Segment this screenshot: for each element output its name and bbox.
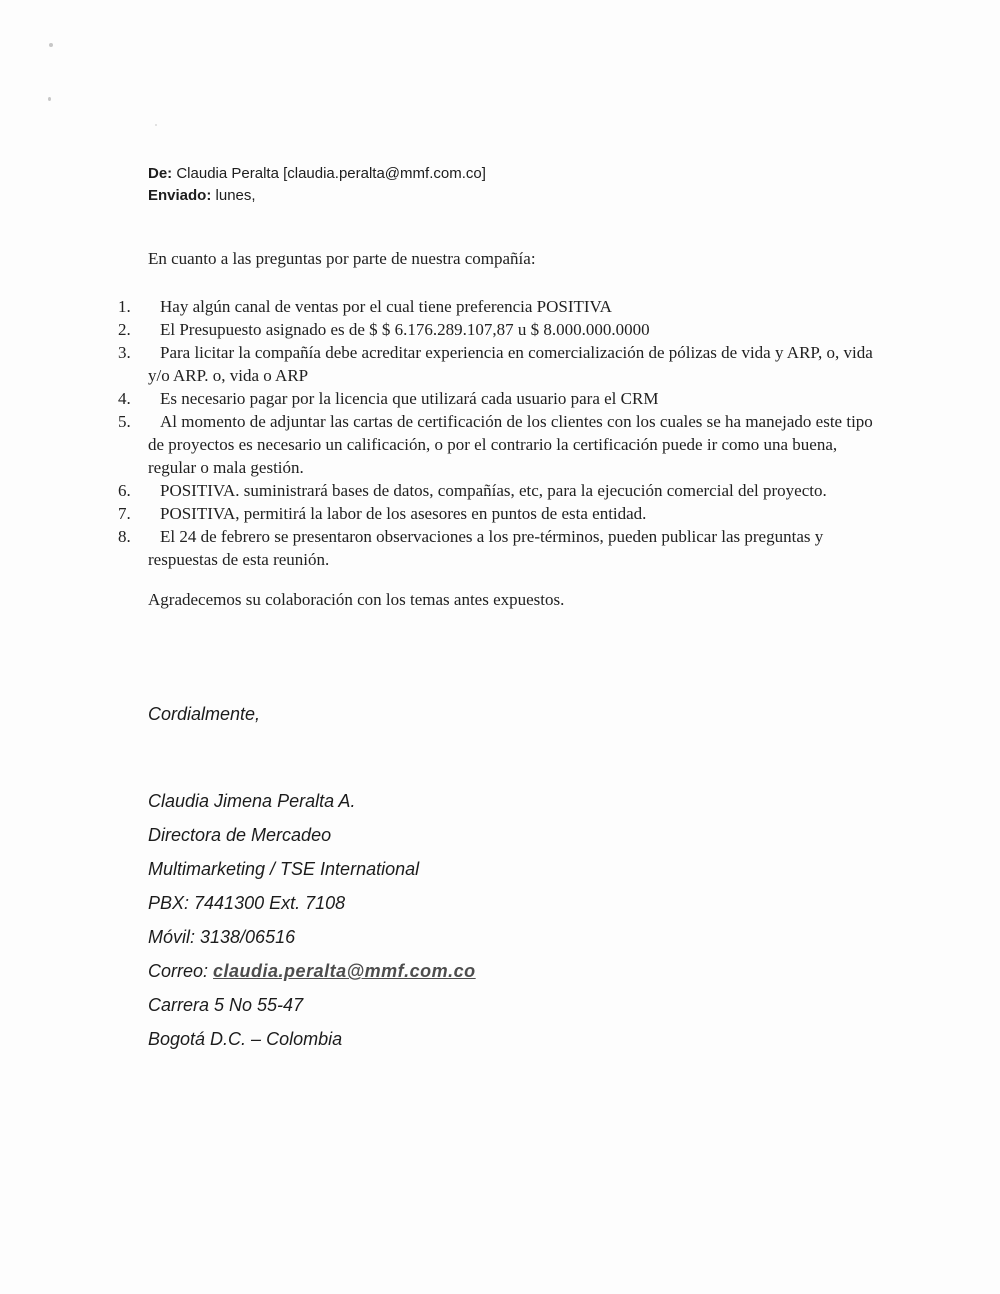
list-item-number: 7. [118, 504, 131, 523]
list-item-number: 4. [118, 389, 131, 408]
list-item-number: 2. [118, 320, 131, 339]
intro-paragraph: En cuanto a las preguntas por parte de nuestra compañía: [148, 249, 536, 268]
from-value: Claudia Peralta [claudia.peralta@mmf.com.co] [176, 165, 486, 182]
signature-correo-line [148, 960, 883, 983]
signature-mobile: Móvil: 3138/06516 [148, 927, 296, 947]
correo-label: Correo: [148, 961, 214, 981]
list-item-text: POSITIVA, permitirá la labor de los asesores en puntos de esta entidad. [160, 504, 647, 523]
sent-label: Enviado: [148, 187, 212, 204]
list-item-text: Hay algún canal de ventas por el cual tiene preferencia POSITIVA [160, 297, 612, 316]
list-item [118, 410, 883, 479]
signature-company: Multimarketing / TSE International [148, 859, 420, 879]
letter-content [118, 0, 883, 1062]
list-item [118, 318, 883, 341]
question-list [118, 295, 883, 571]
list-item [118, 502, 883, 525]
scan-speck [48, 97, 51, 101]
farewell-text: Cordialmente, [148, 704, 261, 724]
list-item-number: 3. [118, 343, 131, 362]
closing-paragraph: Agradecemos su colaboración con los temas antes expuestos. [148, 590, 565, 609]
list-item-number: 8. [118, 527, 131, 546]
list-item [118, 341, 883, 387]
list-item [118, 525, 883, 571]
email-link: claudia.peralta@mmf.com.co [213, 961, 476, 981]
signature-name: Claudia Jimena Peralta A. [148, 791, 356, 811]
list-item-number: 1. [118, 297, 131, 316]
signature-pbx: PBX: 7441300 Ext. 7108 [148, 893, 346, 913]
list-item-text: El Presupuesto asignado es de $ $ 6.176.289.107,87 u $ 8.000.000.0000 [160, 320, 650, 339]
email-header-sent-line [148, 185, 883, 207]
signature-block [148, 790, 883, 1051]
list-item-text: Al momento de adjuntar las cartas de certificación de los clientes con los cuales se ha manejado este tipo de proyectos es necesario un calificación, o por el contrario la certificación puede ir como una buena, regular o mala gestión. [148, 412, 873, 477]
email-header [148, 163, 883, 207]
list-item-text: POSITIVA. suministrará bases de datos, compañías, etc, para la ejecución comercial del proyecto. [160, 481, 827, 500]
list-item-number: 5. [118, 412, 131, 431]
signature-address: Carrera 5 No 55-47 [148, 995, 304, 1015]
list-item [118, 295, 883, 318]
list-item [118, 387, 883, 410]
scan-speck [49, 43, 53, 47]
signature-city: Bogotá D.C. – Colombia [148, 1029, 343, 1049]
list-item [118, 479, 883, 502]
email-header-from-line [148, 163, 883, 185]
list-item-number: 6. [118, 481, 131, 500]
from-label: De: [148, 165, 173, 182]
sent-value: lunes, [215, 187, 256, 204]
signature-title: Directora de Mercadeo [148, 825, 332, 845]
list-item-text: Es necesario pagar por la licencia que utilizará cada usuario para el CRM [160, 389, 659, 408]
list-item-text: El 24 de febrero se presentaron observaciones a los pre-términos, pueden publicar las preguntas y respuestas de esta reunión. [148, 527, 824, 569]
list-item-text: Para licitar la compañía debe acreditar experiencia en comercialización de pólizas de vida y ARP, o, vida y/o ARP. o, vida o ARP [148, 343, 873, 385]
